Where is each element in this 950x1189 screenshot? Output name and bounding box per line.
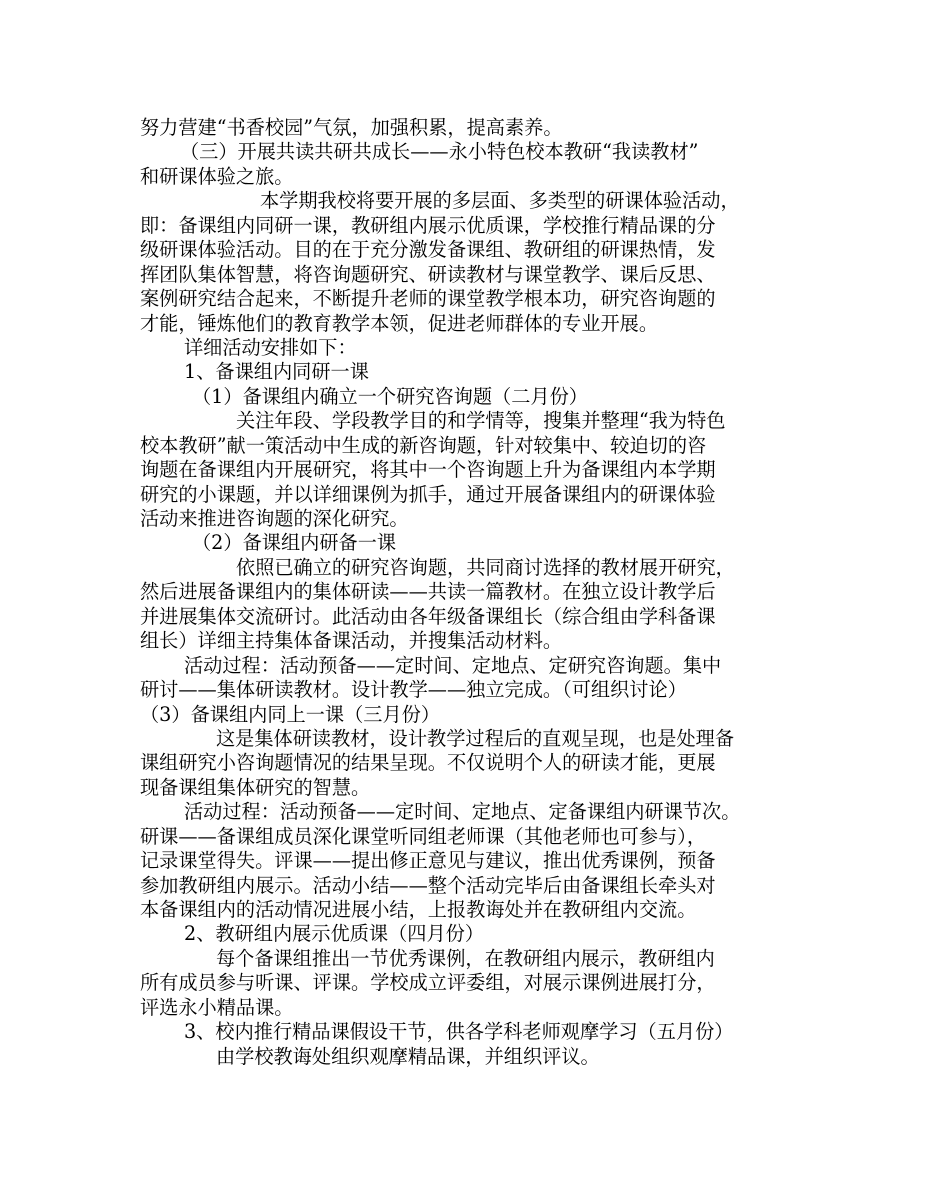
paragraph-start: 活动过程：活动预备——定时间、定地点、定研究咨询题。集中	[184, 653, 722, 677]
sub-heading: （3）备课组内同上一课（三月份）	[140, 702, 441, 726]
text-line: 所有成员参与听课、评课。学校成立评委组，对展示课例进展打分，	[140, 971, 716, 995]
text-line: 才能，锤炼他们的教育教学本领，促进老师群体的专业开展。	[140, 311, 659, 335]
text-line: 校本教研”献一策活动中生成的新咨询题，针对较集中、较迫切的咨	[140, 433, 707, 457]
text-line: 课组研究小咨询题情况的结果呈现。不仅说明个人的研读才能，更展	[140, 751, 716, 775]
text-line: 研究的小课题，并以详细课例为抓手，通过开展备课组内的研课体验	[140, 482, 716, 506]
list-heading: 3、校内推行精品课假设干节，供各学科老师观摩学习（五月份）	[184, 1020, 734, 1044]
paragraph-start: 详细活动安排如下：	[184, 335, 357, 359]
text-line: 本备课组内的活动情况进展小结，上报教诲处并在教研组内交流。	[140, 898, 697, 921]
text-line: 挥团队集体智慧，将咨询题研究、研读教材与课堂教学、课后反思、	[140, 262, 716, 286]
text-line: 级研课体验活动。目的在于充分激发备课组、教研组的研课热情，发	[140, 238, 716, 262]
text-line: 研讨——集体研读教材。设计教学——独立完成。（可组织讨论）	[140, 678, 687, 702]
text-line: 研课——备课组成员深化课堂听同组老师课（其他老师也可参与），	[140, 824, 707, 848]
text-line: 询题在备课组内开展研究，将其中一个咨询题上升为备课组内本学期	[140, 458, 716, 482]
text-line: 评选永小精品课。	[140, 995, 294, 1019]
paragraph-start: 关注年段、学段教学目的和学情等，搜集并整理“我为特色	[236, 409, 726, 433]
section-heading: （三）开展共读共研共成长——永小特色校本教研“我读教材”	[180, 140, 699, 164]
list-heading: 1、备课组内同研一课	[184, 360, 369, 384]
text-line: 案例研究结合起来，不断提升老师的课堂教学根本功，研究咨询题的	[140, 287, 716, 311]
text-line: 活动来推进咨询题的深化研究。	[140, 507, 409, 530]
paragraph-start: 本学期我校将要开展的多层面、多类型的研课体验活动，	[260, 189, 740, 213]
sub-heading: （1）备课组内确立一个研究咨询题（二月份）	[192, 384, 588, 408]
text-line: 然后进展备课组内的集体研读——共读一篇教材。在独立设计教学后	[140, 580, 716, 604]
paragraph-start: 依照已确立的研究咨询题，共同商讨选择的教材展开研究，	[236, 555, 735, 579]
text-line: 记录课堂得失。评课——提出修正意见与建议，推出优秀课例，预备	[140, 849, 716, 873]
text-line: 现备课组集体研究的智慧。	[140, 775, 371, 799]
list-heading: 2、教研组内展示优质课（四月份）	[184, 922, 485, 946]
text-line: 努力营建“书香校园”气氛，加强积累，提高素养。	[140, 116, 563, 139]
sub-heading: （2）备课组内研备一课	[192, 531, 397, 555]
text-line: 并进展集体交流研讨。此活动由各年级备课组长（综合组由学科备课	[140, 604, 716, 628]
text-line: 参加教研组内展示。活动小结——整个活动完毕后由备课组长牵头对	[140, 873, 716, 897]
text-line: 组长）详细主持集体备课活动，并搜集活动材料。	[140, 629, 563, 653]
paragraph-start: 每个备课组推出一节优秀课例，在教研组内展示，教研组内	[216, 946, 715, 970]
paragraph-start: 由学校教诲处组织观摩精品课，并组织评议。	[216, 1044, 600, 1068]
section-heading-continued: 和研课体验之旅。	[140, 164, 294, 188]
paragraph-start: 活动过程：活动预备——定时间、定地点、定备课组内研课节次。	[184, 800, 741, 824]
text-line: 即：备课组内同研一课，教研组内展示优质课，学校推行精品课的分	[140, 213, 716, 237]
document-page	[140, 116, 812, 1069]
paragraph-start: 这是集体研读教材，设计教学过程后的直观呈现，也是处理备	[216, 726, 735, 750]
